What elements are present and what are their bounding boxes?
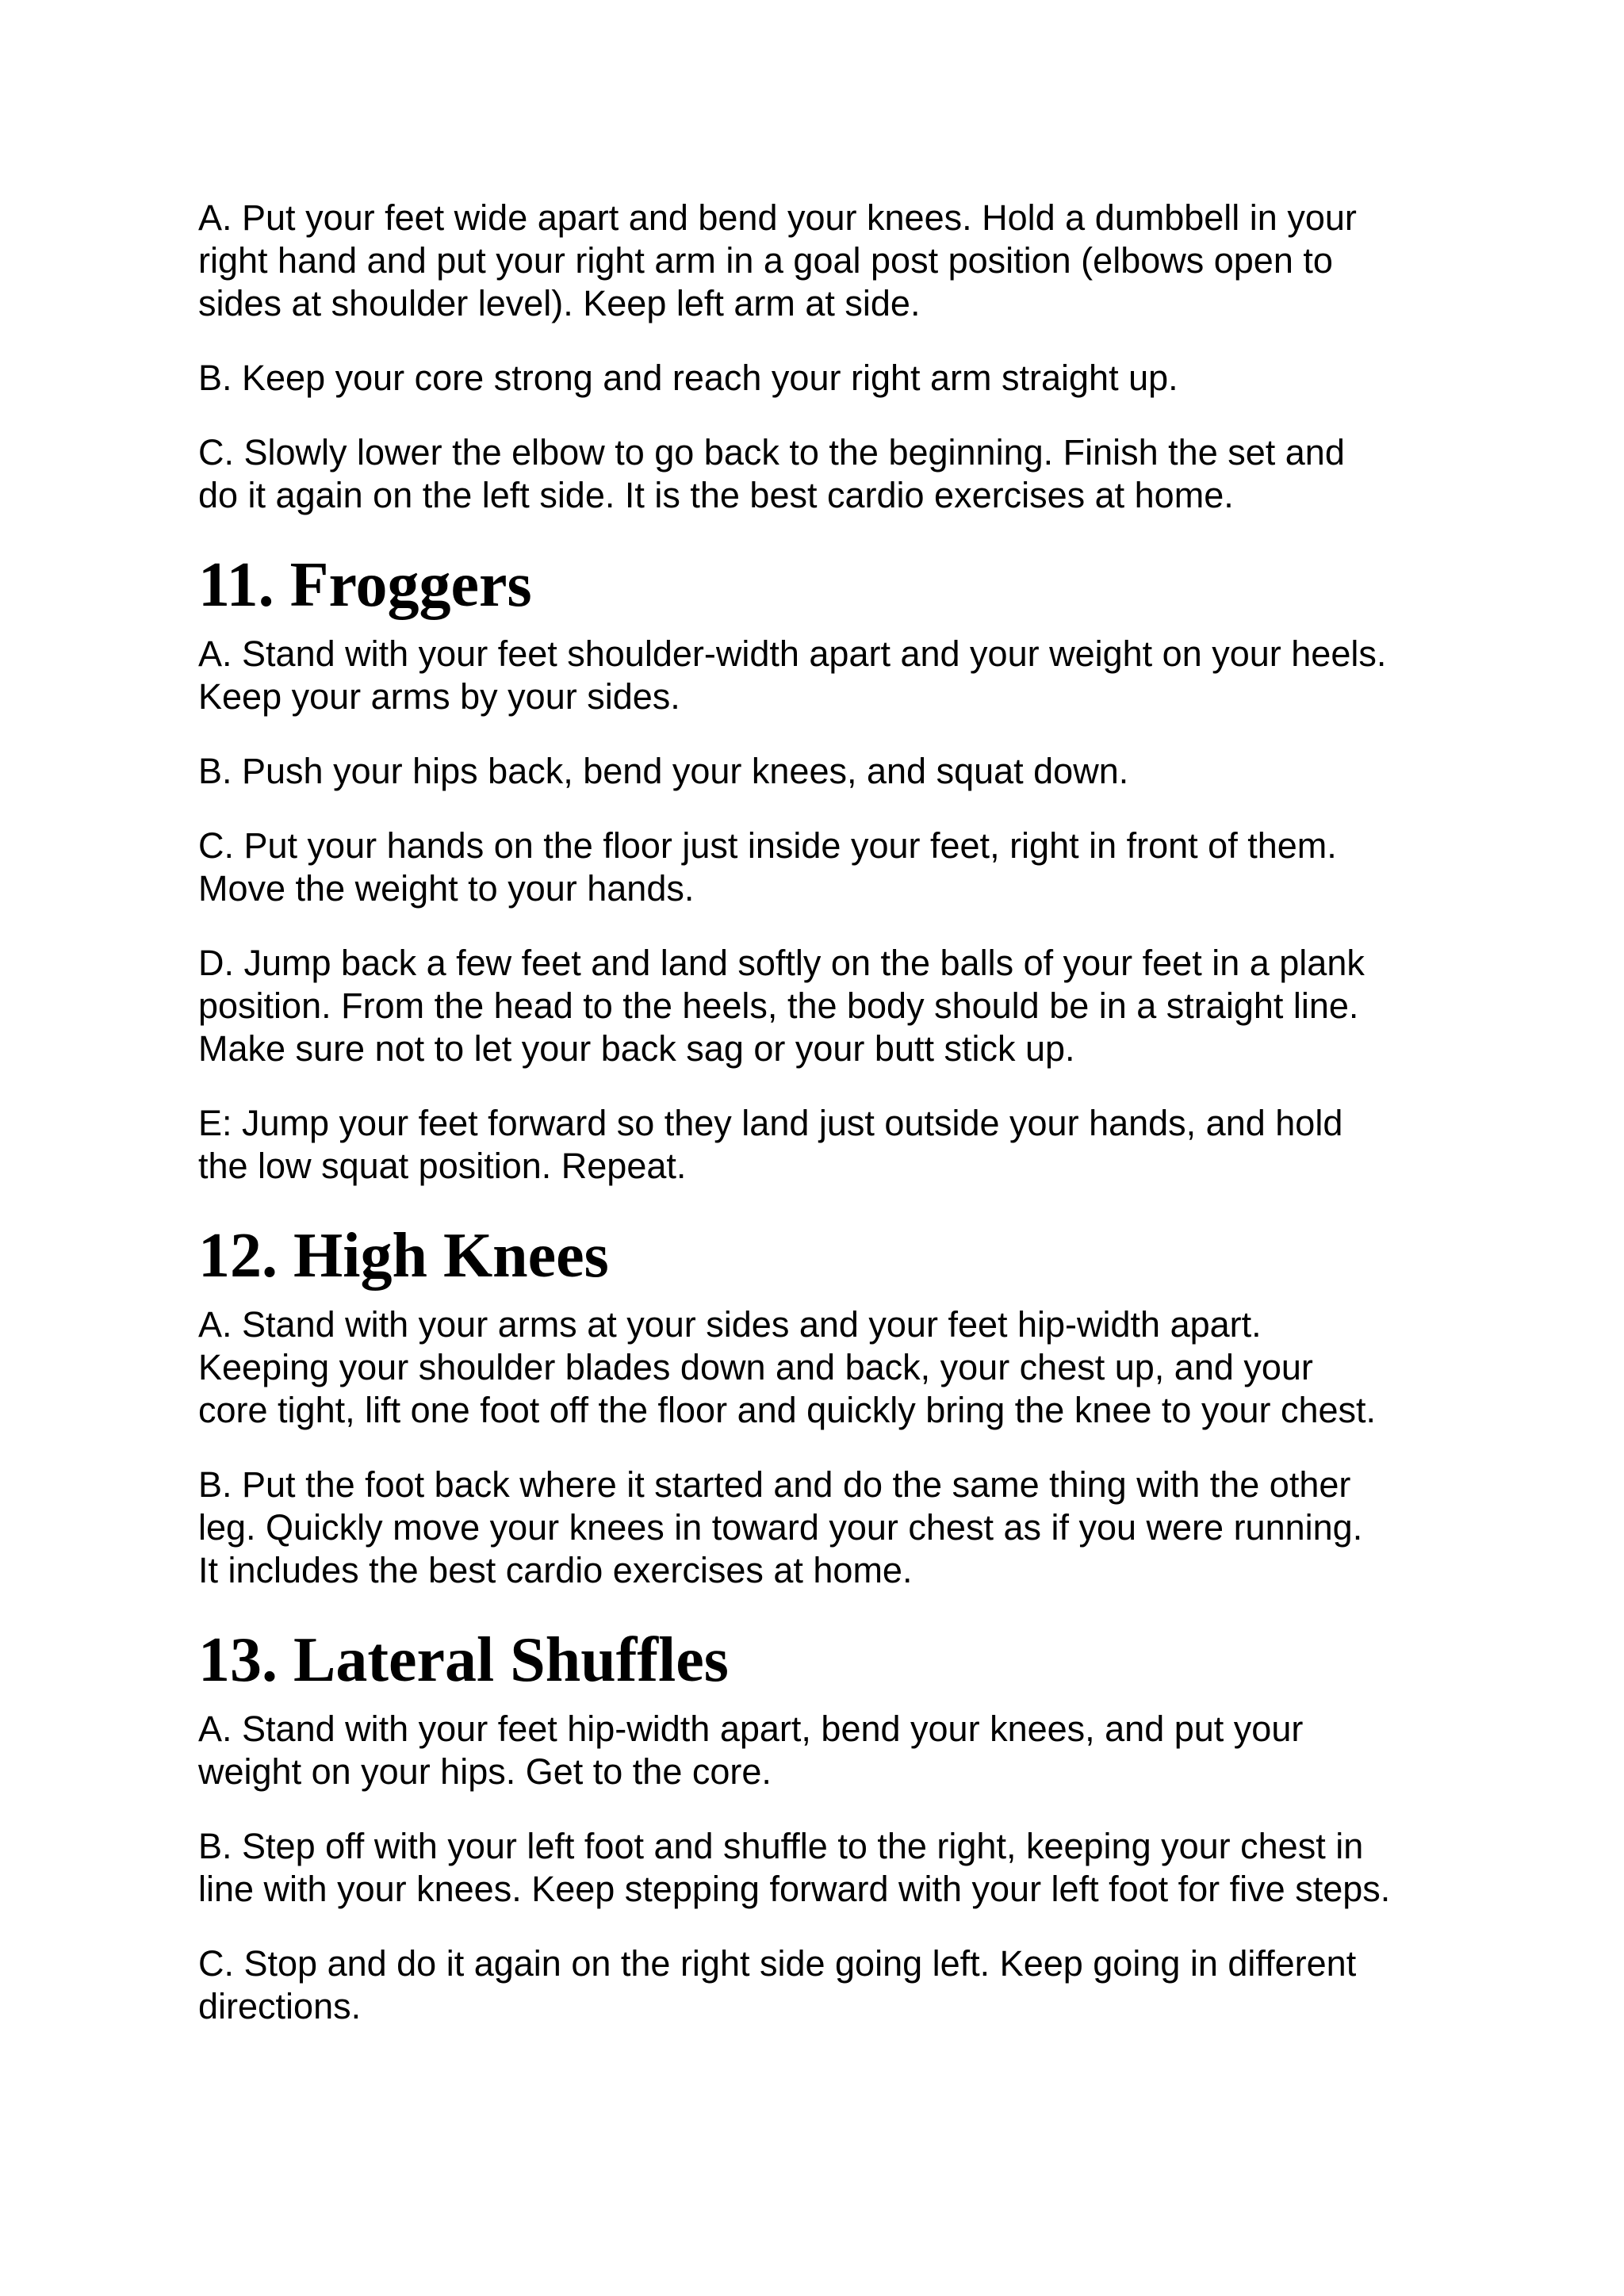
intro-step-c: C. Slowly lower the elbow to go back to the beginning. Finish the set and do it again on the left side. It is the best cardio exercises at home. — [198, 432, 1345, 515]
section-title-high-knees: 12. High Knees — [198, 1221, 609, 1291]
lateral-shuffles-step-c: C. Stop and do it again on the right side going left. Keep going in different directions. — [198, 1943, 1357, 2026]
section-title-lateral-shuffles: 13. Lateral Shuffles — [198, 1625, 729, 1695]
high-knees-step-b: B. Put the foot back where it started and do the same thing with the other leg. Quickly move your knees in toward your chest as if you were running. It includes the best cardio exercises at home. — [198, 1464, 1363, 1590]
high-knees-step-a: A. Stand with your arms at your sides and your feet hip-width apart. Keeping your shoulder blades down and back, your chest up, and your core tight, lift one foot off the floor and quickly bring the knee to your chest. — [198, 1304, 1377, 1430]
intro-step-b: B. Keep your core strong and reach your right arm straight up. — [198, 358, 1178, 398]
froggers-step-d: D. Jump back a few feet and land softly on the balls of your feet in a plank position. From the head to the heels, the body should be in a straight line. Make sure not to let your back sag or your butt stick up. — [198, 943, 1365, 1069]
froggers-step-a: A. Stand with your feet shoulder-width apart and your weight on your heels. Keep your arms by your sides. — [198, 633, 1387, 717]
section-lateral-shuffles — [198, 1624, 1467, 2028]
section-title-froggers: 11. Froggers — [198, 550, 532, 620]
froggers-step-b: B. Push your hips back, bend your knees, and squat down. — [198, 751, 1129, 791]
lateral-shuffles-step-a: A. Stand with your feet hip-width apart, bend your knees, and put your weight on your hips. Get to the core. — [198, 1709, 1304, 1792]
document-page — [198, 197, 1467, 2060]
section-high-knees — [198, 1219, 1467, 1592]
froggers-step-c: C. Put your hands on the floor just inside your feet, right in front of them. Move the weight to your hands. — [198, 825, 1337, 909]
froggers-step-e: E: Jump your feet forward so they land just outside your hands, and hold the low squat position. Repeat. — [198, 1103, 1343, 1186]
section-froggers — [198, 549, 1467, 1188]
lateral-shuffles-step-b: B. Step off with your left foot and shuffle to the right, keeping your chest in line with your knees. Keep stepping forward with your left foot for five steps. — [198, 1826, 1391, 1909]
intro-step-a: A. Put your feet wide apart and bend your knees. Hold a dumbbell in your right hand and put your right arm in a goal post position (elbows open to sides at shoulder level). Keep left arm at side. — [198, 197, 1357, 323]
